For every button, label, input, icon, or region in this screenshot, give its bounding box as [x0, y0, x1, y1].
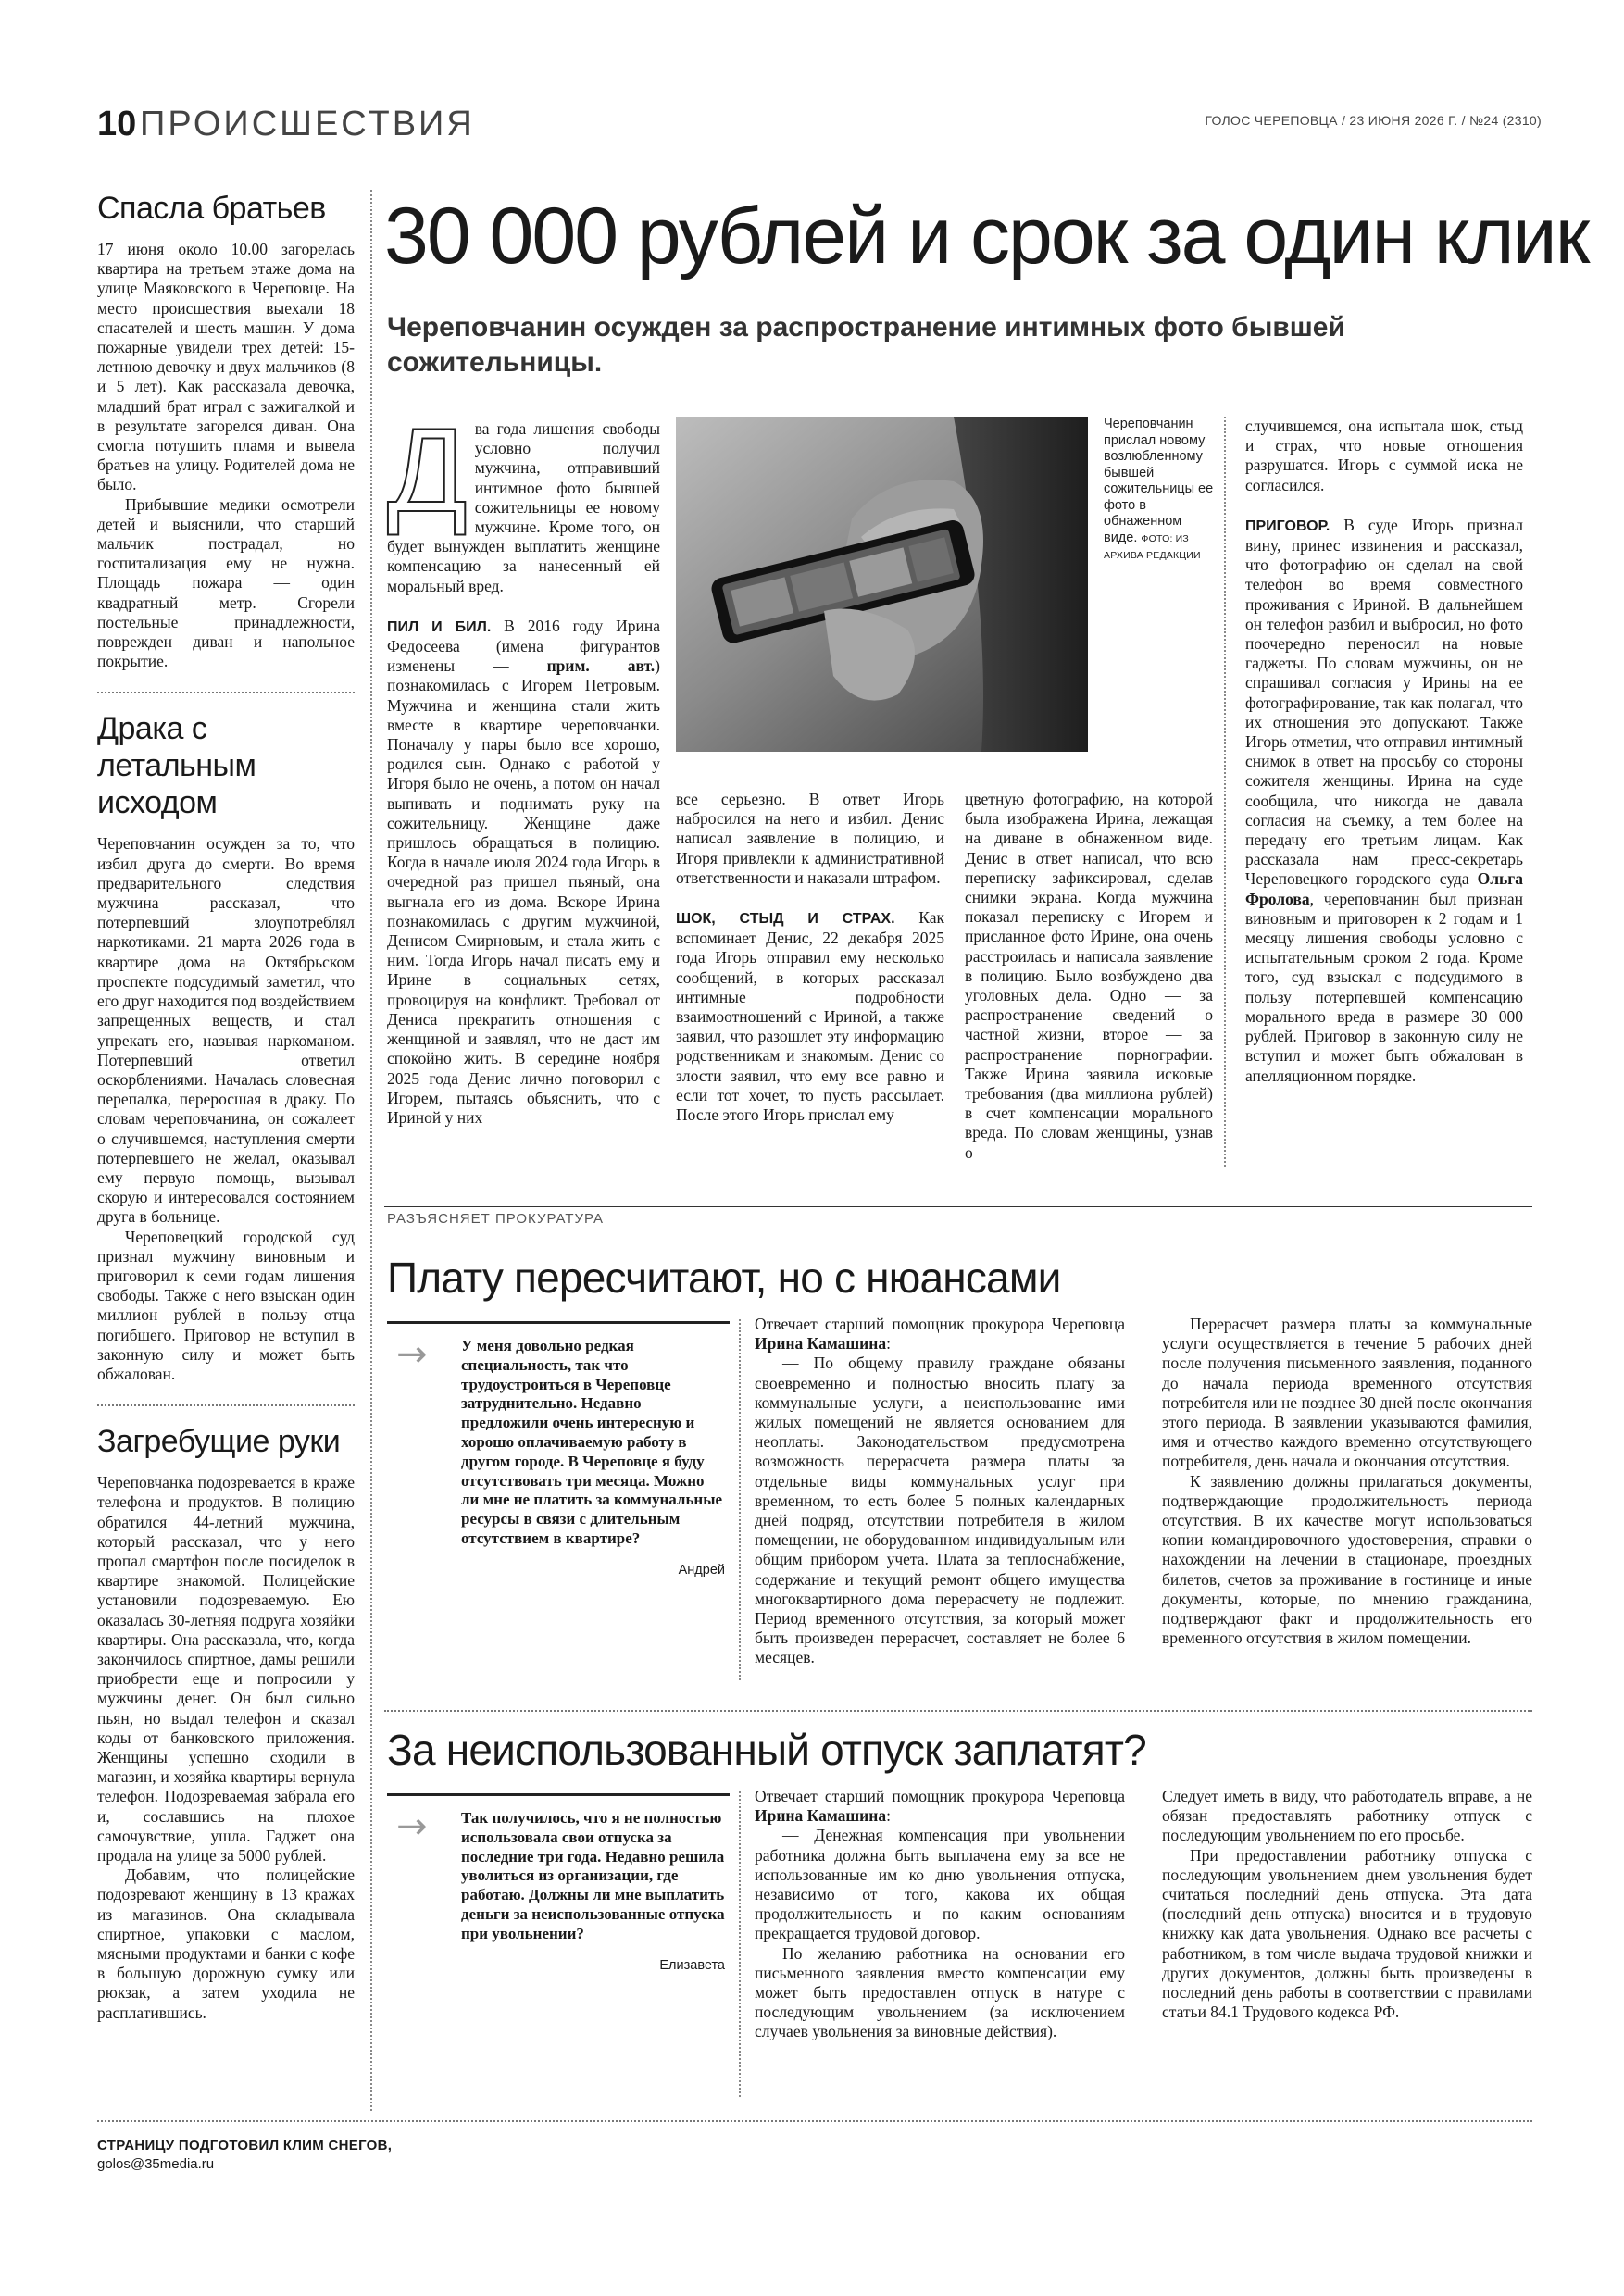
- subhead-lead: ПРИГОВОР.: [1245, 518, 1330, 534]
- editor-email: golos@35media.ru: [97, 2156, 215, 2172]
- article2-answer-col2: [1162, 1787, 1532, 2022]
- section-divider: [384, 1710, 1532, 1712]
- answer-intro: [755, 1315, 1125, 1354]
- paragraph: Добавим, что полицейские подозревают женщину в 13 кражах из магазинов. Она складывала спиртное, упаковки с маслом, мясными продуктами и банки с кофе в большую дорожную сумку или рюкзак, а затем уходила не расплатившись.: [97, 1866, 355, 2022]
- spokesperson-name: Ольга Фролова: [1245, 869, 1523, 908]
- editor-credit: СТРАНИЦУ ПОДГОТОВИЛ КЛИМ СНЕГОВ,: [97, 2138, 393, 2153]
- main-column-2: [676, 790, 944, 1125]
- photo-credit: ФОТО: ИЗ АРХИВА РЕДАКЦИИ: [1104, 532, 1201, 561]
- intro-text: ва года лишения свободы условно получил мужчина, отправивший интимное фото бывшей сожительницы ее новому мужчине. Кроме того, он будет вынужден выплатить женщине компенсацию за нанесенный ей моральный вред.: [387, 419, 660, 595]
- page-credit: [97, 2137, 392, 2174]
- paragraph: [676, 908, 944, 1125]
- column-divider: [739, 1791, 741, 2097]
- column-divider: [739, 1319, 741, 1680]
- text: Отвечает старший помощник прокурора Череповца: [755, 1787, 1125, 1805]
- paragraph: Череповчанин осужден за то, что избил друга до смерти. Во время предварительного следствия мужчина рассказал, что потерпевший злоупотреблял наркотиками. 21 марта 2026 года в квартире дома на Октябрьском проспекте подсудимый заметил, что его друг находится под воздействием запрещенных веществ, и стал упрекать его, называя наркоманом. Потерпевший ответил оскорблениями. Началась словесная перепалка, переросшая в драку. По словам череповчанина, он сожалеет о случившемся, наступления смерти потерпевшего не желал, оказывал ему первую помощь, вызывал скорую и интересовался состоянием друга в больнице.: [97, 834, 355, 1227]
- arrow-right-icon: →: [396, 1805, 428, 1848]
- paragraph: Череповецкий городской суд признал мужчину виновным и приговорил к семи годам лишения свободы. Также с него взыскан один миллион рублей в пользу отца погибшего. Приговор не вступил в законную силу и может быть обжалован.: [97, 1227, 355, 1383]
- arrow-right-icon: →: [396, 1333, 428, 1376]
- sidebar-story-2: [97, 710, 355, 1384]
- reader-question: Так получилось, что я не полностью использовала свои отпуска за последние три года. Недавно решила уволиться из организации, где работаю. Должны ли мне выплатить деньги за неиспользованные отпуска при увольнении?: [461, 1809, 725, 1942]
- photo-caption: [1104, 417, 1215, 565]
- question-author: Елизавета: [659, 1958, 725, 1973]
- rubric-label: РАЗЪЯСНЯЕТ ПРОКУРАТУРА: [387, 1211, 605, 1227]
- text: Отвечает старший помощник прокурора Череповца: [755, 1315, 1125, 1333]
- footer-divider: [97, 2120, 1532, 2122]
- article2-headline: За неиспользованный отпуск заплатят?: [387, 1726, 1146, 1774]
- article2-answer-col1: [755, 1787, 1125, 2042]
- column-divider: [1224, 417, 1226, 1167]
- colon: :: [886, 1334, 891, 1354]
- paragraph: все серьезно. В ответ Игорь набросился на него и избил. Денис написал заявление в полицию, и Игоря привлекли к административной ответственности и наказали штрафом.: [676, 790, 944, 887]
- official-name: Ирина Камашина: [755, 1806, 887, 1826]
- main-subheadline: Череповчанин осужден за распространение интимных фото бывшей сожительницы.: [387, 312, 1345, 378]
- story-body: [97, 1473, 355, 2023]
- section-rule: [384, 1206, 1532, 1207]
- main-column-3: [965, 790, 1213, 1163]
- sidebar-story-3: [97, 1423, 355, 2023]
- section-title: ПРОИСШЕСТВИЯ: [140, 105, 475, 144]
- paragraph: — Денежная компенсация при увольнении работника должна быть выплачена ему за все не использованные им ко дню увольнения отпуска, независимо от того, какова их общая продолжительность и по каким основаниям прекращается трудовой договор.: [755, 1826, 1125, 1943]
- drop-cap: Д: [387, 405, 468, 537]
- paragraph: К заявлению должны прилагаться документы, подтверждающие продолжительность периода отсутствия. В их качестве могут использоваться копии командировочного удостоверения, справки о нахождении на лечении в стационаре, проездных билетов, счетов за проживание в гостинице и иные документы, которые, по мнению гражданина, подтверждают факт и продолжительность его временного отсутствия в жилом помещении.: [1162, 1471, 1532, 1648]
- article1-answer-col1: [755, 1315, 1125, 1668]
- official-name: Ирина Камашина: [755, 1334, 887, 1354]
- reader-question: У меня довольно редкая специальность, так что трудоустроиться в Череповце затруднительно. Недавно предложили очень интересную и хорошо оплачиваемую работу в другом городе. В Череповце я буду отсутствовать три месяца. Можно ли мне не платить за коммунальные ресурсы в связи с длительным отсутствием в квартире?: [461, 1337, 723, 1547]
- question-rule: [387, 1793, 730, 1796]
- sidebar-divider: [370, 190, 372, 2111]
- intro-paragraph: [387, 405, 660, 596]
- main-column-1: [387, 405, 660, 1128]
- page-header: [97, 104, 1542, 150]
- subhead-lead: ШОК, СТЫД И СТРАХ.: [676, 911, 895, 928]
- paragraph: Перерасчет размера платы за коммунальные услуги осуществляется в течение 5 рабочих дней после получения письменного заявления, поданного до начала периода временного отсутствия потребителя или не позднее 30 дней после окончания этого периода. В заявлении указываются фамилия, имя и отчество каждого временно отсутствующего потребителя, день начала и окончания отсутствия.: [1162, 1315, 1533, 1471]
- paragraph: Следует иметь в виду, что работодатель вправе, а не обязан предоставлять работнику отпуск с последующим увольнением по его просьбе.: [1162, 1787, 1532, 1845]
- story-body: [97, 240, 355, 671]
- paragraph: [387, 617, 660, 1128]
- paragraph: Череповчанка подозревается в краже телефона и продуктов. В полицию обратился 44-летний мужчина, который рассказал, что у него пропал смартфон после посиделок в квартире знакомой. Полицейские установили подозреваемую. Ею оказалась 30-летняя подруга хозяйки квартиры. Она рассказала, что, когда закончилось спиртное, дамы решили приобрести еще и попросили у мужчины денег. Он был сильно пьян, но выдал телефон и сказал коды от банковского приложения. Женщины успешно сходили в магазин, и хозяйка квартиры вернула телефон. Подозреваемая забрала его и, сославшись на плохое самочувствие, ушла. Гаджет она продала на улице за 5000 рублей.: [97, 1473, 355, 1866]
- hand-with-smartphone-image: [676, 417, 1088, 752]
- main-headline: 30 000 рублей и срок за один клик: [384, 192, 1589, 281]
- paragraph: цветную фотографию, на которой была изображена Ирина, лежащая на диване в обнаженном виде. Денис в ответ написал, что всю переписку зафиксировал, сделав снимки экрана. Когда мужчина показал переписку с Игорем и присланное фото Ирине, она очень расстроилась и написала заявление в полицию. Было возбуждено два уголовных дела. Одно — за распространение сведений о частной жизни, второе — за распространение порнографии. Также Ирина заявила исковые требования (два миллиона рублей) в счет компенсации морального вреда. По словам женщины, узнав о: [965, 790, 1213, 1162]
- sidebar: [97, 190, 355, 2023]
- article1-headline: Плату пересчитают, но с нюансами: [387, 1254, 1061, 1302]
- story-title: Драка с летальным исходом: [97, 711, 256, 821]
- subhead-lead: ПИЛ И БИЛ.: [387, 618, 492, 635]
- answer-intro: [755, 1787, 1125, 1826]
- text: В 2016 году Ирина Федосеева (имена фигурантов изменены —: [387, 616, 660, 676]
- paragraph: — По общему правилу граждане обязаны своевременно и полностью вносить плату за коммунальные услуги, а неиспользование ими жилых помещений не является основанием для неоплаты. Законодательством предусмотрена возможность перерасчета размера платы за отдельные виды коммунальных услуг при временном, то есть более 5 полных календарных дней подряд, отсутствии потребителя в жилом помещении, не оборудованном индивидуальным или общим прибором учета. Плата за теплоснабжение, содержание и текущий ремонт общего имущества многоквартирного дома перерасчету не подлежит. Период временного отсутствия, за который может быть произведен перерасчет, составляет не более 6 месяцев.: [755, 1354, 1125, 1667]
- paragraph: По желанию работника на основании его письменного заявления вместо компенсации ему может быть предоставлен отпуск в натуре с последующим увольнением (за исключением случаев увольнения за виновные действия).: [755, 1943, 1125, 2041]
- author-note: прим. авт.: [546, 656, 656, 676]
- story-title: Спасла братьев: [97, 191, 326, 226]
- colon: :: [886, 1806, 891, 1826]
- article-photo: [676, 417, 1088, 752]
- article1-answer-col2: [1162, 1315, 1532, 1648]
- text: Как вспоминает Денис, 22 декабря 2025 года Игорь отправил ему несколько сообщений, в которых рассказал интимные подробности взаимоотношений с Ириной, а также заявил, что разошлет эту информацию родственникам и знакомым. Денис со злости заявил, что ему все равно и если тот хочет, то пусть рассылает. После этого Игорь прислал ему: [676, 908, 944, 1125]
- story-divider: [97, 692, 355, 693]
- main-column-4: [1245, 417, 1523, 1086]
- text: В суде Игорь признал вину, принес извинения и рассказал, что фотографию он сделал на свой телефон во время совместного проживания с Ириной. В дальнейшем он телефон разбил и выбросил, но фото поочередно переносил на новые гаджеты. По словам мужчины, он не спрашивал согласия у Ирины на ее фотографирование, так как полагал, что их отношения это допускают. Также Игорь отметил, что отправил интимный снимок в ответ на просьбу со стороны сожителя женщины. Ирина на суде сообщила, что никогда не давала согласия на съемку, а тем более на передачу его третьим лицам. Как рассказала нам пресс-секретарь Череповецкого городского суда: [1245, 515, 1523, 889]
- paragraph: 17 июня около 10.00 загорелась квартира на третьем этаже дома на улице Маяковского в Череповце. На место происшествия выехали 18 спасателей и шесть машин. У дома пожарные увидели трех детей: 15-летнюю девочку и двух мальчиков (8 и 5 лет). Как рассказала девочка, младший брат играл с зажигалкой и в результате загорелся диван. Она смогла потушить пламя и вывела братьев на улицу. Родителей дома не было.: [97, 240, 355, 494]
- paragraph: [1245, 516, 1523, 1086]
- paragraph: Прибывшие медики осмотрели детей и выяснили, что старший мальчик пострадал, но госпитализация ему не нужна. Площадь пожара — один квадратный метр. Сгорели постельные принадлежности, поврежден диван и напольное покрытие.: [97, 494, 355, 671]
- paragraph: случившемся, она испытала шок, стыд и страх, что новые отношения разрушатся. Игорь с суммой иска не согласился.: [1245, 417, 1523, 494]
- paragraph: При предоставлении работнику отпуска с последующим увольнением днем увольнения будет считаться последний день отпуска. Эта дата (последний день отпуска) вносится и в трудовую книжку как дата увольнения. Однако все расчеты с работником, в том числе выдача трудовой книжки и других документов, должны быть произведены в последний день работы в соответствии с правилами статьи 84.1 Трудового кодекса РФ.: [1162, 1845, 1532, 2022]
- story-title: Загребущие руки: [97, 1424, 341, 1460]
- question-rule: [387, 1321, 730, 1324]
- story-divider: [97, 1404, 355, 1406]
- question-author: Андрей: [678, 1563, 725, 1578]
- masthead: ГОЛОС ЧЕРЕПОВЦА / 23 ИЮНЯ 2026 Г. / №24 (2310): [1205, 113, 1542, 128]
- text: ) познакомилась с Игорем Петровым. Мужчина и женщина стали жить вместе в квартире череповчанки. Поначалу у пары было все хорошо, родился сын. Однако с работой у Игоря было не очень, а потом он начал выпивать и поднимать руку на сожительницу. Женщине даже пришлось обращаться в полицию. Когда в начале июля 2024 года Игорь в очередной раз пришел пьяный, она выгнала его из дома. Вскоре Ирина познакомилась с другим мужчиной, Денисом Смирновым, и стала жить с ним. Тогда Игорь начал писать ему и Ирине в социальных сетях, провоцируя на конфликт. Требовал от Дениса прекратить отношения с женщиной и заявлял, что не даст им спокойно жить. В середине ноября 2025 года Денис лично поговорил с Игорем, пытаясь объяснить, что с Ириной у них: [387, 656, 660, 1127]
- caption-text: Череповчанин прислал новому возлюбленному бывшей сожительницы ее фото в обнаженном виде.: [1104, 417, 1214, 545]
- story-body: [97, 834, 355, 1384]
- sidebar-story-1: [97, 190, 355, 671]
- page-number: 10: [97, 105, 137, 144]
- text: , череповчанин был признан виновным и приговорен к 2 годам и 1 месяцу лишения свободы условно с испытательным сроком 2 года. Кроме того, суд взыскал с подсудимого в пользу потерпевшей компенсацию морального вреда в размере 30 000 рублей. Приговор в законную силу не вступил и может быть обжалован в апелляционном порядке.: [1245, 889, 1523, 1085]
